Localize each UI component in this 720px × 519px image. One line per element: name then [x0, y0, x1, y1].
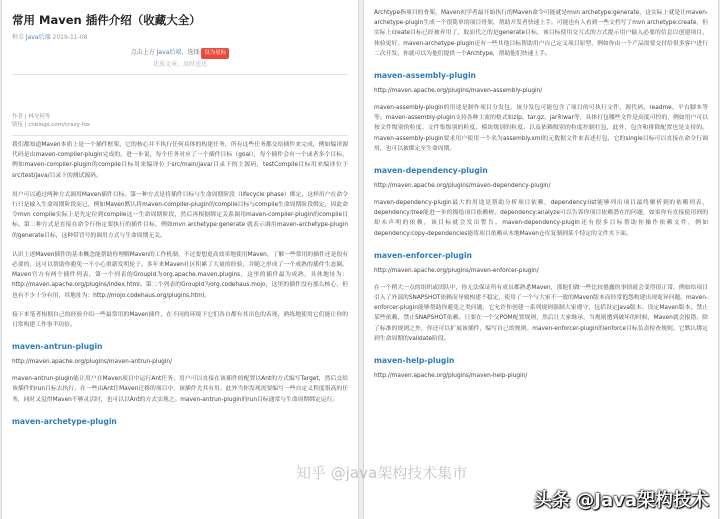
banner-account[interactable]: Java后端	[156, 49, 182, 56]
article-title: 常用 Maven 插件介绍（收藏大全）	[12, 13, 201, 27]
plugin-url[interactable]: http://maven.apache.org/plugins/maven-help-plugin/	[374, 373, 528, 380]
plugin-url[interactable]: http://maven.apache.org/plugins/maven-dependency-plugin/	[374, 183, 551, 190]
paragraph: 我们都知道Maven本质上是一个插件框架，它的核心并不执行任何具体的构建任务，所有这些任务都交给插件来完成，例如编译源代码是由maven-compiler-plugin完成的。进一步说，每个任务对应了一个插件目标（goal），每个插件会有一个或者多个目标，例如maven-compiler-plugin的compile目标用来编译位于src/main/java/目录下的主源码，testCompile目标用来编译位于src/test/java/目录下的测试源码。	[12, 142, 348, 179]
document-page-right	[364, 0, 718, 519]
document-page-left	[2, 0, 358, 519]
paragraph: 用户可以通过两种方式调用Maven插件目标。第一种方式是将插件目标与生命周期阶段（lifecycle phase）绑定，这样用户在命令行只是输入生命周期阶段而已，例如Maven默认将maven-compiler-plugin的compile目标与compile生命周期阶段绑定，因此命令mvn compile实际上是先定位到compile这一生命周期阶段，然后再根据绑定关系调用maven-compiler-plugin的compile目标。第二种方式是直接在命令行指定要执行的插件目标，例如mvn archetype:generate 就表示调用maven-archetype-plugin的generate目标，这种带冒号的调用方式与生命周期无关。	[12, 191, 348, 239]
section-heading: maven-assembly-plugin	[374, 71, 476, 81]
plugin-url[interactable]: http://maven.apache.org/plugins/maven-enforcer-plugin/	[374, 267, 539, 274]
author-line: 作者 | 林昊何等	[12, 114, 51, 120]
link-line: 链接 | cnblogs.com/crazy-fox	[12, 122, 91, 128]
author-block	[12, 113, 348, 129]
toutiao-watermark: 头条 @Java架构技术	[534, 490, 709, 511]
star-badge[interactable]: 设为星标	[201, 48, 229, 59]
paragraph: 在一个稍大一点的组织或团队中，你无法保证所有成员都熟悉Maven，那他们做一些比较愚蠢的事情就会变得很正常，例如给项目引入了外部的SNAPSHOT依赖而导致构建不稳定，使用了一个与大家不一致的Maven版本而经常抱怨构建出现诡异问题。maven-enforcer-plugin能够帮助你避免之类问题，它允许你创建一系列规则强制大家遵守，包括设定Java版本、设定Maven版本、禁止某些依赖、禁止SNAPSHOT依赖。只要在一个父POM配置规则，然后让大家继承，当规则遭到破坏的时候，Maven就会报错。除了标准的规则之外，你还可以扩展该插件，编写自己的规则。maven-enforcer-plugin的enforce目标负责检查规则，它默认绑定到生命周期的validate阶段。	[374, 284, 708, 342]
blank-area	[12, 79, 348, 109]
section-heading: maven-enforcer-plugin	[374, 250, 472, 260]
section-heading: maven-antrun-plugin	[12, 342, 103, 352]
plugin-url[interactable]: http://maven.apache.org/plugins/maven-antrun-plugin/	[12, 359, 173, 366]
article-meta	[12, 32, 348, 41]
banner-line2: 优质文章，及时送达	[152, 61, 207, 68]
meta-prefix: 种草	[12, 34, 26, 41]
meta-date: 2019-11-08	[52, 34, 88, 41]
banner-line1	[12, 47, 348, 59]
meta-source[interactable]: Java后端	[25, 34, 51, 41]
paragraph: Archtype指项目的骨架，Maven初学者最开始执行的Maven命令可能就是mvn archetype:generate，这实际上就是让maven-archetype-plugin生成一个很简单的项目骨架，帮助开发者快速上手。可能也有人看到一些文档写了mvn archetype:create，但实际上create目标已经被弃用了，取而代之的是generate目标，该目标使用交互式的方式提示用户输入必要的信息以创建项目，体验更好。maven-archetype-plugin还有一些其他目标帮助用户自己定义项目原型，例如你由一个产品需要交付给很多客户进行二次开发，你就可以为他们提供一个Archtype，帮助他们快速上手。	[374, 10, 708, 57]
paragraph: maven-assembly-plugin的用途是制作项目分发包，该分发包可能包含了项目的可执行文件、源代码、readme、平台脚本等等。maven-assembly-plugin支持各种主流的格式如zip、tar.gz、jar和war等，具体打包哪些文件是高度可控的，例如用户可以按文件级别的粒度、文件集级别的粒度、模块级别的粒度、以及依赖级别的粒度控制打包，此外，包含和排除配置也是支持的。maven-assembly-plugin要求用户使用一个名为assembly.xml的元数据文件来表述打包，它的single目标可以直接在命令行调用，也可以被绑定至生命周期。	[374, 105, 708, 152]
paragraph: maven-dependency-plugin最大的用途是帮助分析项目依赖，dependency:list能够列出项目最终解析到的依赖列表，dependency:tree能进一步的描绘项目依赖树，dependency:analyze可以告诉你项目依赖潜在的问题，如果你有直接使用到的却未声明的依赖，该目标就会发出警告。maven-dependency-plugin还有很多目标帮助你操作依赖文件，例如dependency:copy-dependencies能将项目依赖从本地Maven仓库复制到某个特定的文件夹下面。	[374, 200, 708, 237]
section-heading: maven-help-plugin	[374, 356, 455, 366]
section-heading: maven-archetype-plugin	[12, 416, 117, 426]
plugin-url[interactable]: http://maven.apache.org/plugins/maven-assembly-plugin/	[374, 88, 543, 95]
zhihu-watermark: 知乎 @java架构技术集市	[296, 464, 468, 482]
banner-prefix: 点击上方	[130, 49, 155, 56]
banner-mid: ，选择	[181, 49, 200, 56]
paragraph: maven-antrun-plugin能让用户在Maven项目中运行Ant任务。用户可以直接在该插件的配置以Ant的方式编写Target，然后交给该插件的run目标去执行。在一些由Ant往Maven迁移的项目中，该插件尤其有用。此外当你发现需要编写一些自定义程度很高的任务，同时又觉得Maven不够灵活时，也可以以Ant的方式实现之。maven-antrun-plugin的run目标通常与生命周期绑定运行。	[12, 376, 348, 403]
divider	[12, 135, 348, 136]
section-heading: maven-dependency-plugin	[374, 166, 488, 176]
divider	[12, 74, 348, 75]
paragraph: 接下来笔者根据自己的经验介绍一些最常用的Maven插件，在不同的环境下它们各自都有其出色的表现，熟练地使用它们能让你的日常构建工作事半功倍。	[12, 311, 348, 329]
paragraph: 认识上述Maven插件的基本概念能帮助你理解Maven的工作机制，不过要想更高效率地使用Maven，了解一些常用的插件还是很有必要的，这可以帮助你避免一不小心重新发明轮子。多年来Maven社区积累了大量的经验，并随之形成了一个成熟的插件生态圈。Maven官方有两个插件列表，第一个列表的GroupId为org.apache.maven.plugins，这里的插件最为成熟，具体地址为：http://maven.apache.org/plugins/index.html。第二个列表的GroupId为org.codehaus.mojo，这里的插件没有那么核心，但也有不少十分有用，其地址为：http://mojo.codehaus.org/plugins.html。	[12, 251, 348, 299]
follow-banner	[12, 47, 348, 70]
